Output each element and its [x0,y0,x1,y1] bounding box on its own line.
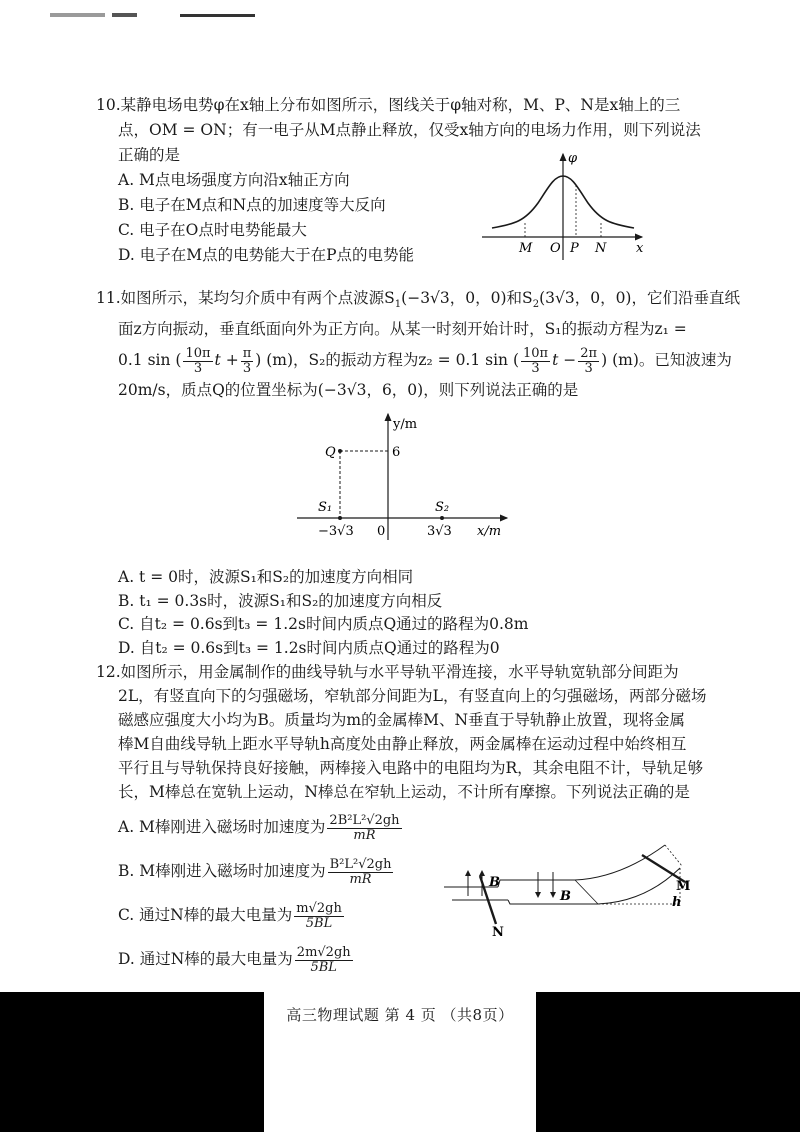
q10-stem-line-1: 10.某静电场电势φ在x轴上分布如图所示，图线关于φ轴对称，M、P、N是x轴上的三 [96,96,681,114]
scan-artifact [50,13,105,17]
q10-option-a: A. M点电场强度方向沿x轴正方向 [118,171,350,189]
question-12 [96,660,726,804]
q12-options [96,805,436,981]
q12-option-d: D. 通过N棒的最大电量为 $\frac{2m√2gh}{5BL}$ [118,944,351,975]
q11-option-a: A. t = 0时，波源S₁和S₂的加速度方向相同 [118,568,414,586]
q12-option-b: B. M棒刚进入磁场时加速度为 $\frac{\text{B²L²√2gh}}{mR}$ [118,856,392,887]
b-field-label-wide: B [560,889,571,904]
x-tick-neg: −3√3 [318,524,354,539]
q11-options [96,566,726,660]
q10-stem-line-2: 点，OM = ON；有一电子从M点静止释放，仅受x轴方向的电场力作用，则下列说法 [118,121,701,139]
q12-rail-diagram [440,820,710,940]
q10-stem-line-3: 正确的是 [118,146,181,164]
s1-label: S₁ [318,500,333,515]
question-11 [96,286,740,403]
q11-equation-line: 0.1 sin ( $\frac{10\pi}{3}$ t + $\frac{\pi}{3}$ ) (m)，S₂的振动方程为z₂ = 0.1 sin ( $\frac{10\pi}{3}$ t − $\frac{2\pi}{3}$ ) (m)。已知波速为 [118,345,732,376]
q12-option-a: A. M棒刚进入磁场时加速度为 $\frac{\text{2B²L²√2gh}}{mR}$ [118,812,400,843]
q11-stem-line-4: 20m/s，质点Q的位置坐标为(−3√3，6，0)，则下列说法正确的是 [118,381,579,400]
scan-artifact [112,13,137,17]
q11-option-c: C. 自t₂ = 0.6s到t₃ = 1.2s时间内质点Q通过的路程为0.8m [118,615,529,633]
point-p-label: P [570,241,579,256]
h-label: h [672,895,682,910]
x-axis-label: x/m [477,524,502,539]
y-axis-label: y/m [393,417,418,432]
q12-option-c: C. 通过N棒的最大电量为 $\frac{m√2gh}{5BL}$ [118,900,342,931]
s2-label: S₂ [435,500,450,515]
q11-stem-line-2: 面z方向振动，垂直纸面向外为正方向。从某一时刻开始计时，S₁的振动方程为z₁ = [118,320,687,339]
y-tick-6: 6 [392,445,401,460]
q12-stem-line-4: 棒M自曲线导轨上距水平导轨h高度处由静止释放，两金属棒在运动过程中始终相互 [118,735,687,753]
scan-black-panel-left [0,992,264,1132]
page-footer: 高三物理试题 第 4 页 （共8页） [286,1006,514,1024]
scan-artifact [180,14,255,17]
q-point-label: Q [325,445,336,460]
n-bar-label: N [492,925,504,940]
q12-stem-line-3: 磁感应强度大小均为B。质量均为m的金属棒M、N垂直于导轨静止放置，现将金属 [118,711,686,729]
q12-stem-line-6: 长，M棒总在宽轨上运动，N棒总在窄轨上运动，不计所有摩擦。下列说法正确的是 [118,783,690,801]
scan-black-panel-right [536,992,800,1132]
q10-option-c: C. 电子在O点时电势能最大 [118,221,307,239]
origin-label: 0 [377,524,386,539]
b-field-label-narrow: B [489,875,500,890]
q11-stem-line-1: 11.如图所示，某均匀介质中有两个点波源$S_1(-3√3$，0，0)和$S_2(3√3$，0，0)，它们沿垂直纸 [96,289,740,311]
q12-stem-line-5: 平行且与导轨保持良好接触，两棒接入电路中的电阻均为R，其余电阻不计，导轨足够 [118,759,704,777]
q11-option-d: D. 自t₂ = 0.6s到t₃ = 1.2s时间内质点Q通过的路程为0 [118,638,500,657]
phi-axis-label: φ [568,151,578,166]
q10-potential-graph [470,148,670,263]
m-bar-label: M [676,879,691,894]
q10-option-d: D. 电子在M点的电势能大于在P点的电势能 [118,246,415,264]
point-m-label: M [519,241,533,256]
point-o-label: O [550,241,561,256]
q12-stem-line-1: 12.如图所示，用金属制作的曲线导轨与水平导轨平滑连接，水平导轨宽轨部分间距为 [96,663,679,681]
point-n-label: N [595,241,607,256]
q11-option-b: B. t₁ = 0.3s时，波源S₁和S₂的加速度方向相反 [118,591,443,610]
q11-coordinate-graph [285,408,525,543]
q12-stem-line-2: 2L，有竖直向下的匀强磁场，窄轨部分间距为L，有竖直向上的匀强磁场，两部分磁场 [118,687,707,705]
x-axis-label: x [636,241,644,256]
q10-option-b: B. 电子在M点和N点的加速度等大反向 [118,196,386,214]
x-tick-pos: 3√3 [427,524,452,539]
